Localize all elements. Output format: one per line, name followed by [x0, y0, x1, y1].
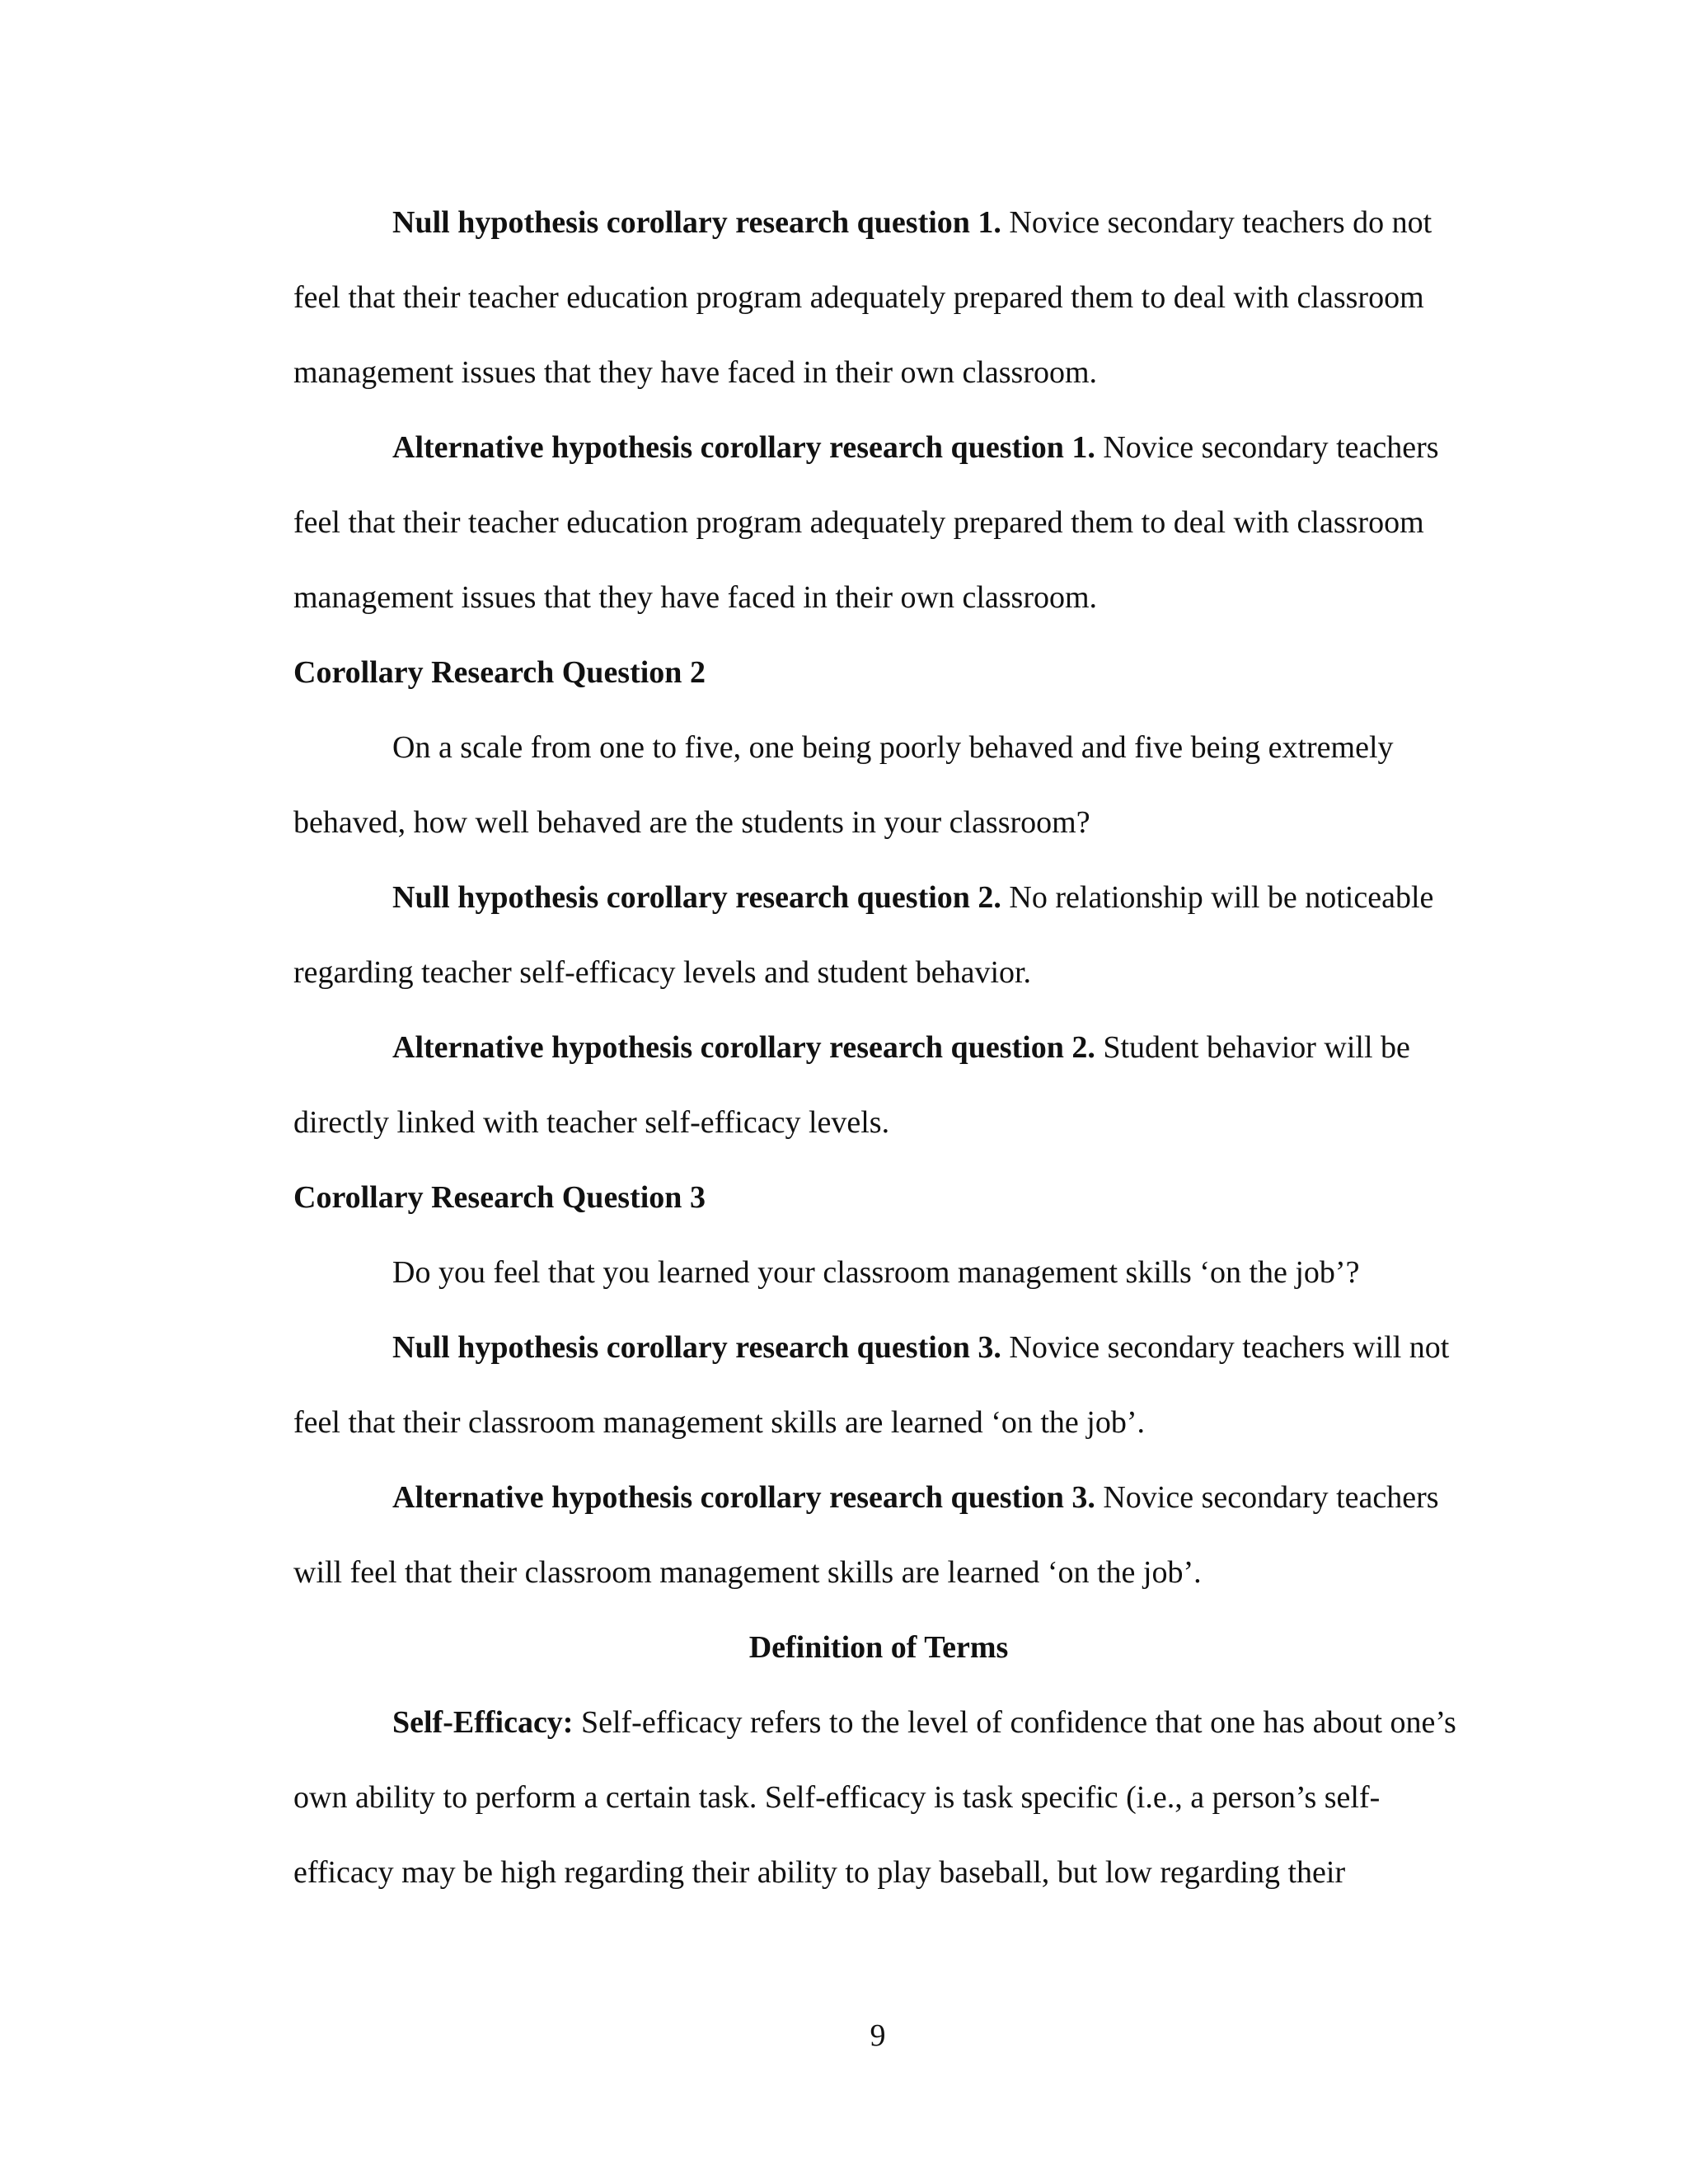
paragraph-lead: Null hypothesis corollary research question 2. — [392, 880, 1001, 915]
paragraph-question-3 — [293, 1235, 1464, 1310]
paragraph-alternative-hypothesis-q1 — [293, 410, 1464, 635]
page-body — [293, 185, 1464, 1910]
paragraph-null-hypothesis-q2 — [293, 860, 1464, 1010]
section-heading-q2: Corollary Research Question 2 — [293, 655, 706, 690]
paragraph-text: Novice secondary teachers will not feel that their classroom management skills are learned ‘on the job’. — [293, 1330, 1450, 1440]
paragraph-lead: Null hypothesis corollary research question 3. — [392, 1330, 1001, 1365]
paragraph-text: Novice secondary teachers will feel that their classroom management skills are learned ‘on the job’. — [293, 1480, 1439, 1590]
paragraph-null-hypothesis-q1 — [293, 185, 1464, 410]
paragraph-text: Novice secondary teachers do not feel that their teacher education program adequately prepared them to deal with classroom management issues that they have faced in their own classroom. — [293, 205, 1432, 390]
paragraph-lead: Alternative hypothesis corollary research question 2. — [392, 1030, 1095, 1065]
paragraph-lead: Self-Efficacy: — [392, 1705, 574, 1740]
paragraph-alternative-hypothesis-q2 — [293, 1010, 1464, 1160]
paragraph-text: Novice secondary teachers feel that their teacher education program adequately prepared them to deal with classroom management issues that they have faced in their own classroom. — [293, 430, 1439, 615]
page-number: 9 — [870, 2018, 886, 2053]
paragraph-null-hypothesis-q3 — [293, 1310, 1464, 1460]
paragraph-text: No relationship will be noticeable regarding teacher self-efficacy levels and student behavior. — [293, 880, 1434, 990]
paragraph-lead: Alternative hypothesis corollary research question 3. — [392, 1480, 1095, 1515]
paragraph-lead: Alternative hypothesis corollary research question 1. — [392, 430, 1095, 465]
paragraph-text: Self-efficacy refers to the level of confidence that one has about one’s own ability to perform a certain task. Self-efficacy is task specific (i.e., a person’s self-efficacy may be high regarding their ability to play baseball, but low regarding their — [293, 1705, 1456, 1890]
paragraph-self-efficacy-definition — [293, 1685, 1464, 1910]
paragraph-alternative-hypothesis-q3 — [293, 1460, 1464, 1610]
section-heading-q3: Corollary Research Question 3 — [293, 1180, 706, 1215]
paragraph-question-2 — [293, 710, 1464, 860]
paragraph-text: On a scale from one to five, one being poorly behaved and five being extremely behaved, how well behaved are the students in your classroom? — [293, 730, 1394, 840]
paragraph-lead: Null hypothesis corollary research question 1. — [392, 205, 1001, 240]
paragraph-text: Do you feel that you learned your classroom management skills ‘on the job’? — [392, 1255, 1360, 1290]
paragraph-text: Student behavior will be directly linked with teacher self-efficacy levels. — [293, 1030, 1410, 1140]
section-heading-definition-of-terms: Definition of Terms — [748, 1630, 1009, 1665]
